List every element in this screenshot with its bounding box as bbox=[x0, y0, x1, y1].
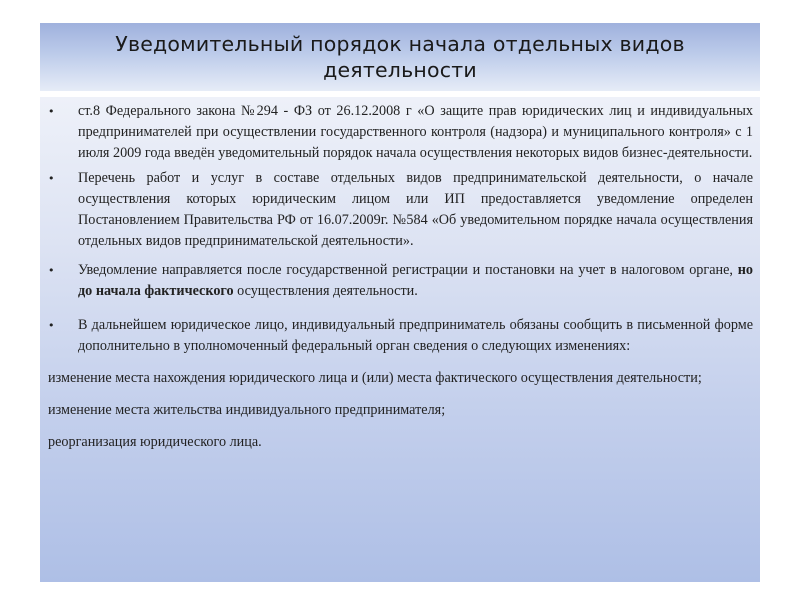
bullet-icon: • bbox=[48, 319, 55, 332]
slide-title-line-1: Уведомительный порядок начала отдельных видов bbox=[115, 32, 685, 56]
bullet-text-tail: осуществления деятельности. bbox=[233, 283, 418, 299]
bullet-text: Уведомление направляется после государственной регистрации и постановки на учет в налоговом органе, bbox=[78, 262, 738, 278]
change-item-paragraph: изменение места нахождения юридического лица и (или) места фактического осуществления деятельности; bbox=[48, 370, 702, 386]
bullet-text-emphasis: но до начала фактического bbox=[78, 262, 753, 299]
slide-title-line-2: деятельности bbox=[323, 58, 477, 82]
bullet-item bbox=[48, 315, 753, 357]
bullet-text: В дальнейшем юридическое лицо, индивидуальный предприниматель обязаны сообщить в письменной форме дополнительно в уполномоченный федеральный орган сведения о следующих изменениях: bbox=[78, 317, 753, 354]
bullet-icon: • bbox=[48, 172, 55, 185]
content-text bbox=[48, 101, 753, 453]
bullet-text: ст.8 Федерального закона №294 - ФЗ от 26.12.2008 г «О защите прав юридических лиц и индивидуальных предпринимателей при осуществлении государственного контроля (надзора) и муниципального контроля» с 1 июля 2009 года введён уведомительный порядок начала осуществления некоторых видов бизнес-деятельности. bbox=[78, 103, 753, 161]
bullet-icon: • bbox=[48, 105, 55, 118]
change-item-paragraph: реорганизация юридического лица. bbox=[48, 434, 262, 450]
bullet-text: Перечень работ и услуг в составе отдельных видов предпринимательской деятельности, о начале осуществления которых юридическим лицом или ИП предоставляется уведомление определен Постановлением Правительства РФ от 16.07.2009г. №584 «Об уведомительном порядке начала осуществления отдельных видов предпринимательской деятельности». bbox=[78, 170, 753, 249]
title-band bbox=[40, 23, 760, 91]
content-panel bbox=[40, 97, 760, 582]
change-item-paragraph: изменение места жительства индивидуального предпринимателя; bbox=[48, 402, 446, 418]
bullet-item bbox=[48, 260, 753, 302]
bullet-item bbox=[48, 101, 753, 164]
bullet-icon: • bbox=[48, 264, 55, 277]
bullet-item bbox=[48, 168, 753, 252]
